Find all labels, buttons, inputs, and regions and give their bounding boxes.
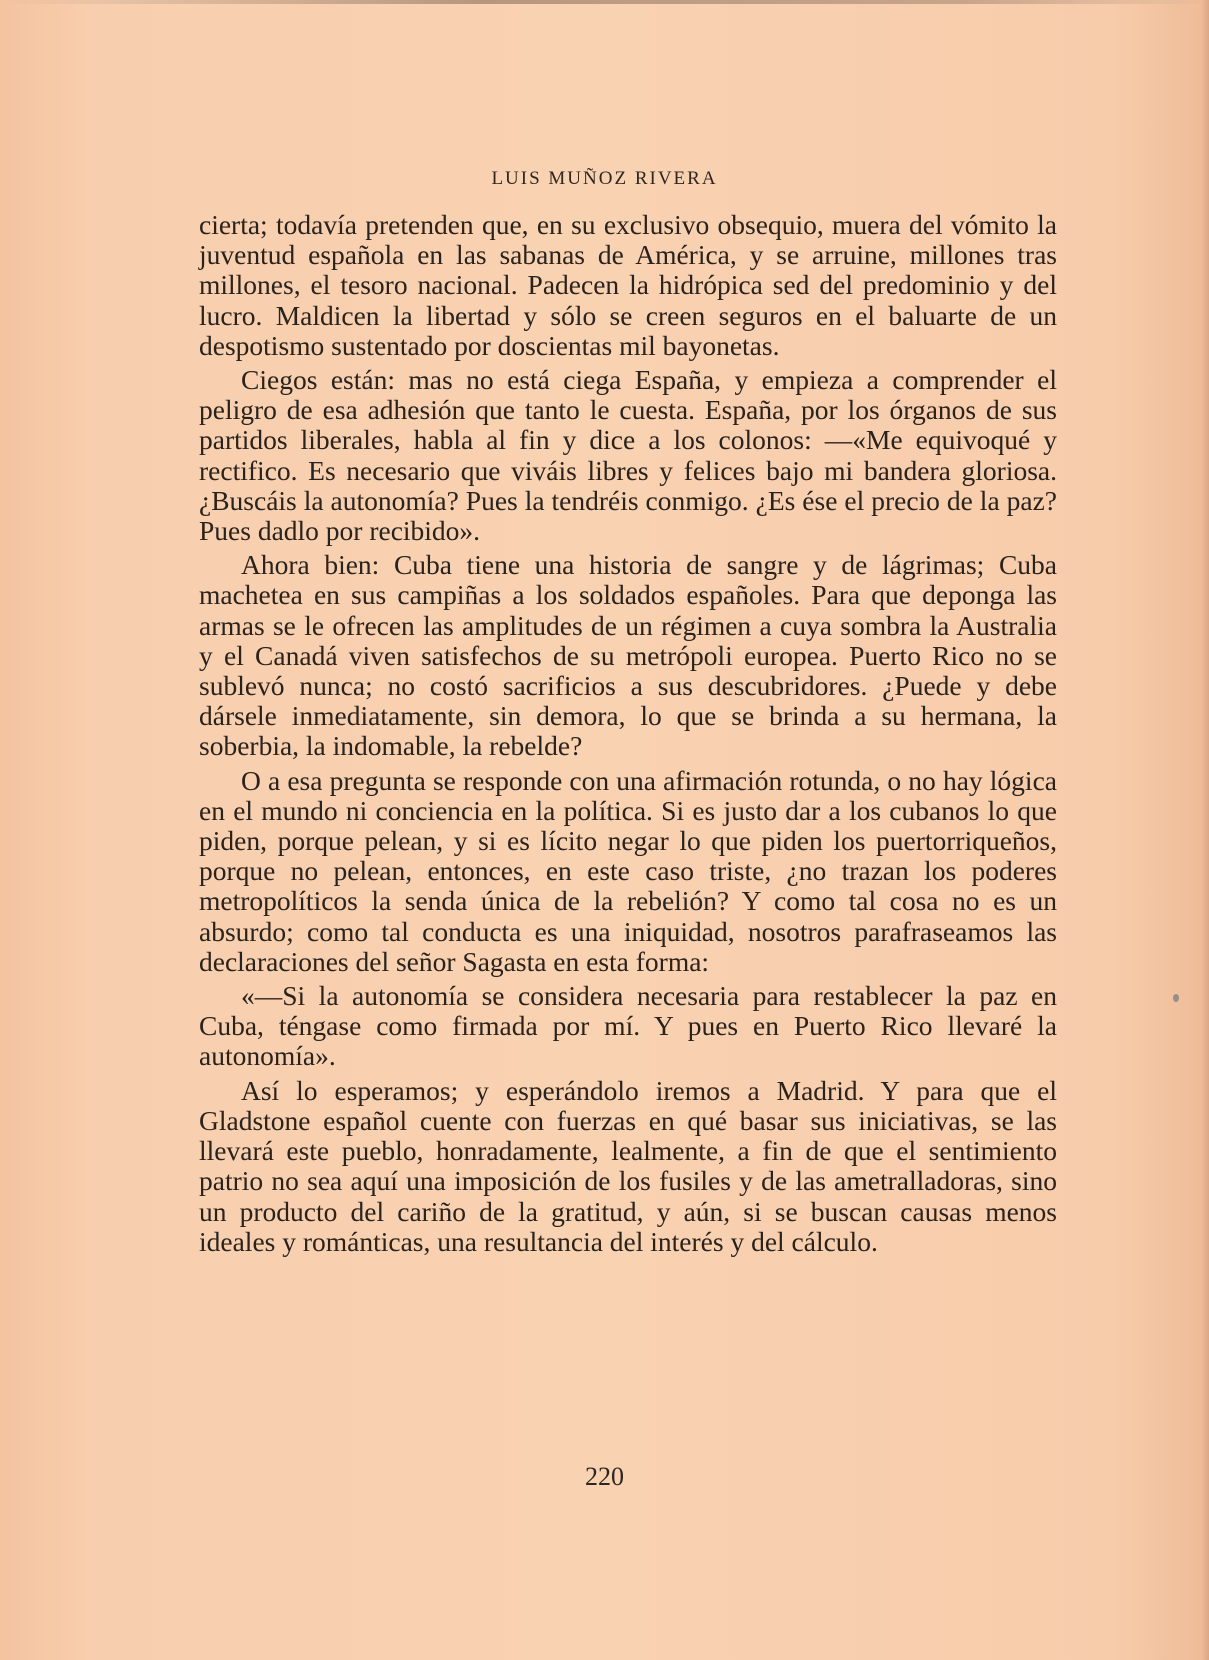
paragraph-5: «—Si la autonomía se considera necesaria para restablecer la paz en Cuba, téngase como firmada por mí. Y pues en Puerto Rico llevaré la autonomía». <box>199 980 1057 1072</box>
running-head: LUIS MUÑOZ RIVERA <box>491 168 718 189</box>
paper-speck <box>1173 994 1179 1002</box>
page-number: 220 <box>585 1462 624 1491</box>
paragraph-6: Así lo esperamos; y esperándolo iremos a Madrid. Y para que el Gladstone español cuente con fuerzas en qué basar sus iniciativas, se las llevará este pueblo, honradamente, lealmente, a fin de que el sentimiento patrio no sea aquí una imposición de los fusiles y de las ametralladoras, sino un producto del cariño de la gratitud, y aún, si se buscan causas menos ideales y románticas, una resultancia del interés y del cálculo. <box>199 1074 1057 1257</box>
body-text <box>199 210 1057 1261</box>
paragraph-1: cierta; todavía pretenden que, en su exclusivo obsequio, muera del vómito la juventud española en las sabanas de América, y se arruine, millones tras millones, el tesoro nacional. Padecen la hidrópica sed del predominio y del lucro. Maldicen la libertad y sólo se creen seguros en el baluarte de un despotismo sustentado por doscientas mil bayonetas. <box>199 209 1057 361</box>
paragraph-2: Ciegos están: mas no está ciega España, y empieza a comprender el peligro de esa adhesión que tanto le cuesta. España, por los órganos de sus partidos liberales, habla al fin y dice a los colonos: —«Me equivoqué y rectifico. Es necesario que viváis libres y felices bajo mi bandera gloriosa. ¿Buscáis la autonomía? Pues la tendréis conmigo. ¿Es ése el precio de la paz? Pues dadlo por recibido». <box>199 364 1057 547</box>
paragraph-3: Ahora bien: Cuba tiene una historia de sangre y de lágrimas; Cuba machetea en sus campiñas a los soldados españoles. Para que deponga las armas se le ofrecen las amplitudes de un régimen a cuya sombra la Australia y el Canadá viven satisfechos de su metrópoli europea. Puerto Rico no se sublevó nunca; no costó sacrificios a sus descubridores. ¿Puede y debe dársele inmediatamente, sin demora, lo que se brinda a su hermana, la soberbia, la indomable, la rebelde? <box>199 549 1057 762</box>
paragraph-4: O a esa pregunta se responde con una afirmación rotunda, o no hay lógica en el mundo ni conciencia en la política. Si es justo dar a los cubanos lo que piden, porque pelean, y si es lícito negar lo que piden los puertorriqueños, porque no pelean, entonces, en este caso triste, ¿no trazan los poderes metropolíticos la senda única de la rebelión? Y como tal cosa no es un absurdo; como tal conducta es una iniquidad, nosotros parafraseamos las declaraciones del señor Sagasta en esta forma: <box>199 764 1057 977</box>
page-right-edge <box>1201 0 1209 1660</box>
page-top-edge <box>0 0 1209 4</box>
